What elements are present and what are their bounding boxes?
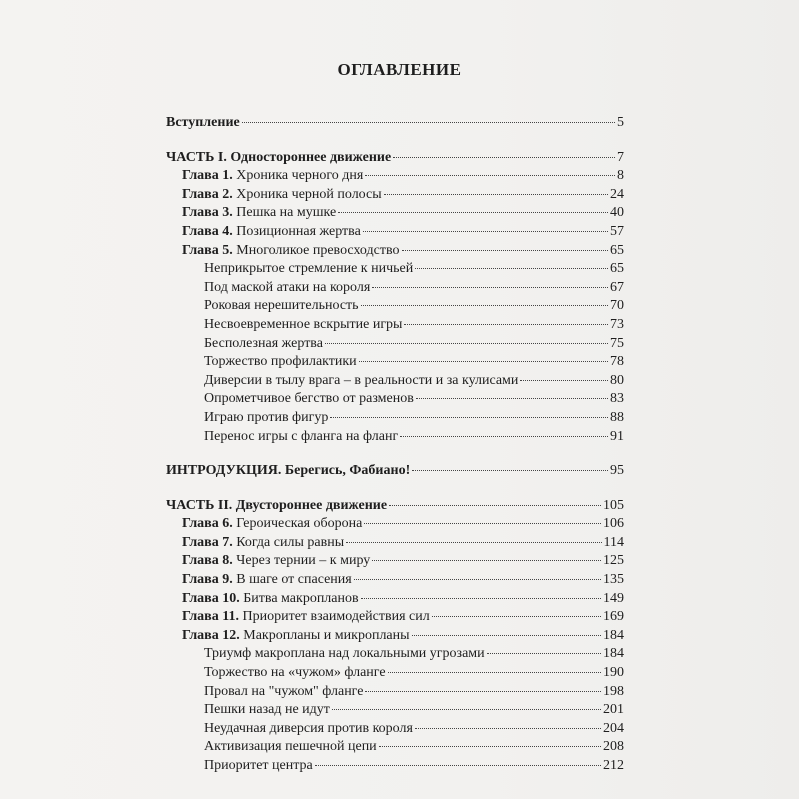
toc-page-number: 106: [603, 516, 624, 532]
toc-page-number: 8: [617, 168, 624, 184]
toc-page-number: 65: [610, 242, 624, 258]
dot-leader: [415, 728, 601, 729]
toc-entry-introduction: [166, 462, 624, 481]
spacer: [166, 481, 624, 497]
dot-leader: [365, 691, 601, 692]
toc-subsection: [166, 701, 624, 720]
toc-subsection: [166, 390, 624, 409]
toc-page-number: 114: [603, 534, 624, 550]
toc-subsection: [166, 738, 624, 757]
toc-entry-label: Пешки назад не идут: [204, 702, 330, 718]
toc-subsection: [166, 279, 624, 298]
toc-page-number: 67: [610, 279, 624, 295]
toc-page-number: 88: [610, 409, 624, 425]
toc-subsection: [166, 664, 624, 683]
toc-entry-label: Активизация пешечной цепи: [204, 739, 377, 755]
toc-entry-label: Торжество на «чужом» фланге: [204, 665, 386, 681]
dot-leader: [416, 398, 608, 399]
toc-chapter: [166, 608, 624, 627]
page-title: ОГЛАВЛЕНИЕ: [337, 60, 462, 79]
chapter-number: Глава 8.: [182, 553, 233, 569]
toc-subsection: [166, 335, 624, 354]
chapter-number: Глава 5.: [182, 242, 233, 258]
toc-page-number: 95: [610, 463, 624, 479]
dot-leader: [402, 250, 609, 251]
toc-subsection: [166, 353, 624, 372]
dot-leader: [372, 287, 608, 288]
toc-page-number: 80: [610, 372, 624, 388]
toc-entry-intro: [166, 114, 624, 133]
toc-entry-label: Вступление: [166, 115, 240, 130]
spacer: [166, 133, 624, 149]
toc-subsection: [166, 409, 624, 428]
dot-leader: [384, 194, 608, 195]
toc-entry-label: [182, 571, 352, 590]
toc-entry-label: Неудачная диверсия против короля: [204, 720, 413, 736]
table-of-contents: [166, 114, 624, 776]
toc-subsection: [166, 372, 624, 391]
toc-entry-label: Опрометчивое бегство от разменов: [204, 391, 414, 407]
dot-leader: [389, 505, 601, 506]
chapter-title: Пешка на мушке: [232, 205, 337, 221]
toc-page-number: 7: [617, 149, 624, 165]
chapter-number: Глава 1.: [182, 168, 233, 184]
spacer: [166, 446, 624, 462]
toc-entry-label: [182, 590, 359, 609]
chapter-number: Глава 4.: [182, 223, 233, 239]
dot-leader: [364, 523, 601, 524]
chapter-number: Глава 7.: [182, 534, 233, 550]
toc-page-number: 5: [617, 115, 624, 130]
toc-chapter: [166, 167, 624, 186]
toc-entry-label: [182, 515, 362, 534]
chapter-number: Глава 11.: [182, 609, 239, 625]
toc-subsection: [166, 720, 624, 739]
dot-leader: [354, 579, 601, 580]
toc-subsection: [166, 683, 624, 702]
dot-leader: [412, 470, 608, 471]
toc-entry-label: [182, 223, 361, 242]
toc-chapter: [166, 590, 624, 609]
toc-subsection: [166, 757, 624, 776]
toc-entry-label: Несвоевременное вскрытие игры: [204, 316, 403, 332]
dot-leader: [400, 436, 608, 437]
toc-page-number: 83: [610, 391, 624, 407]
toc-entry-label: Перенос игры с фланга на фланг: [204, 428, 399, 444]
toc-page-number: 184: [603, 627, 624, 643]
toc-page-number: 208: [603, 739, 624, 755]
toc-page-number: 73: [610, 316, 624, 332]
dot-leader: [242, 122, 615, 123]
dot-leader: [520, 380, 608, 381]
toc-page-number: 125: [603, 553, 624, 569]
toc-page-number: 24: [610, 186, 624, 202]
toc-entry-label: Неприкрытое стремление к ничьей: [204, 261, 414, 277]
toc-page-number: 75: [610, 335, 624, 351]
dot-leader: [487, 653, 601, 654]
toc-entry-label: [182, 186, 382, 205]
dot-leader: [432, 616, 601, 617]
toc-chapter: [166, 552, 624, 571]
chapter-title: Битва макропланов: [239, 590, 359, 606]
toc-chapter: [166, 242, 624, 261]
chapter-number: Глава 3.: [182, 205, 233, 221]
toc-page-number: 149: [603, 590, 624, 606]
toc-entry-label: Приоритет центра: [204, 758, 313, 773]
toc-chapter: [166, 204, 624, 223]
toc-page-number: 184: [603, 646, 624, 662]
dot-leader: [388, 672, 601, 673]
chapter-number: Глава 12.: [182, 627, 240, 643]
dot-leader: [365, 175, 615, 176]
toc-page-number: 212: [603, 758, 624, 773]
toc-entry-label: [182, 627, 410, 646]
chapter-title: Хроника черной полосы: [232, 186, 382, 202]
dot-leader: [363, 231, 608, 232]
toc-entry-label: [182, 552, 370, 571]
toc-page-number: 105: [603, 497, 624, 513]
dot-leader: [404, 324, 608, 325]
toc-page-number: 169: [603, 609, 624, 625]
toc-entry-label: Бесполезная жертва: [204, 335, 323, 351]
dot-leader: [361, 305, 608, 306]
dot-leader: [361, 598, 601, 599]
toc-entry-label: Торжество профилактики: [204, 354, 357, 370]
toc-entry-label: ИНТРОДУКЦИЯ. Берегись, Фабиано!: [166, 463, 411, 479]
toc-entry-part-1: [166, 149, 624, 168]
toc-chapter: [166, 515, 624, 534]
toc-entry-label: [182, 242, 400, 261]
toc-subsection: [166, 645, 624, 664]
toc-entry-label: [182, 608, 430, 627]
dot-leader: [379, 746, 601, 747]
toc-subsection: [166, 428, 624, 447]
toc-entry-label: ЧАСТЬ I. Одностороннее движение: [166, 149, 392, 165]
toc-subsection: [166, 297, 624, 316]
chapter-title: Макропланы и микропланы: [239, 627, 410, 643]
toc-page-number: 40: [610, 205, 624, 221]
toc-page-number: 70: [610, 298, 624, 314]
dot-leader: [330, 417, 608, 418]
toc-page-number: 135: [603, 572, 624, 588]
toc-chapter: [166, 627, 624, 646]
toc-page-number: 198: [603, 683, 624, 699]
toc-page-number: 57: [610, 223, 624, 239]
dot-leader: [412, 635, 601, 636]
toc-subsection: [166, 260, 624, 279]
chapter-number: Глава 9.: [182, 572, 233, 588]
toc-entry-label: [182, 534, 344, 553]
dot-leader: [359, 361, 608, 362]
dot-leader: [415, 268, 608, 269]
toc-chapter: [166, 186, 624, 205]
dot-leader: [332, 709, 601, 710]
toc-entry-label: Играю против фигур: [204, 409, 329, 425]
chapter-title: Многоликое превосходство: [232, 242, 400, 258]
toc-page-number: 204: [603, 720, 624, 736]
chapter-title: Приоритет взаимодействия сил: [238, 609, 430, 625]
chapter-number: Глава 10.: [182, 590, 240, 606]
dot-leader: [346, 542, 601, 543]
chapter-title: Хроника черного дня: [232, 168, 364, 184]
dot-leader: [393, 157, 615, 158]
chapter-title: В шаге от спасения: [232, 572, 352, 588]
toc-entry-label: Под маской атаки на короля: [204, 279, 371, 295]
toc-entry-label: Диверсии в тылу врага – в реальности и за кулисами: [204, 372, 519, 388]
toc-chapter: [166, 571, 624, 590]
dot-leader: [325, 343, 608, 344]
toc-entry-label: Роковая нерешительность: [204, 298, 359, 314]
chapter-title: Когда силы равны: [232, 534, 345, 550]
toc-chapter: [166, 223, 624, 242]
toc-entry-label: ЧАСТЬ II. Двустороннее движение: [166, 497, 388, 513]
toc-page-number: 91: [610, 428, 624, 444]
toc-page-number: 65: [610, 261, 624, 277]
toc-page-number: 78: [610, 354, 624, 370]
toc-entry-label: [182, 204, 336, 223]
chapter-title: Позиционная жертва: [232, 223, 361, 239]
toc-entry-part-2: [166, 497, 624, 516]
dot-leader: [315, 765, 601, 766]
toc-subsection: [166, 316, 624, 335]
toc-entry-label: Триумф макроплана над локальными угрозами: [204, 646, 485, 662]
toc-chapter: [166, 534, 624, 553]
chapter-title: Героическая оборона: [232, 516, 363, 532]
toc-page-number: 190: [603, 665, 624, 681]
chapter-title: Через тернии – к миру: [232, 553, 371, 569]
toc-entry-label: [182, 167, 363, 186]
chapter-number: Глава 6.: [182, 516, 233, 532]
toc-entry-label: Провал на "чужом" фланге: [204, 683, 364, 699]
chapter-number: Глава 2.: [182, 186, 233, 202]
dot-leader: [372, 560, 601, 561]
dot-leader: [338, 212, 608, 213]
toc-page-number: 201: [603, 702, 624, 718]
